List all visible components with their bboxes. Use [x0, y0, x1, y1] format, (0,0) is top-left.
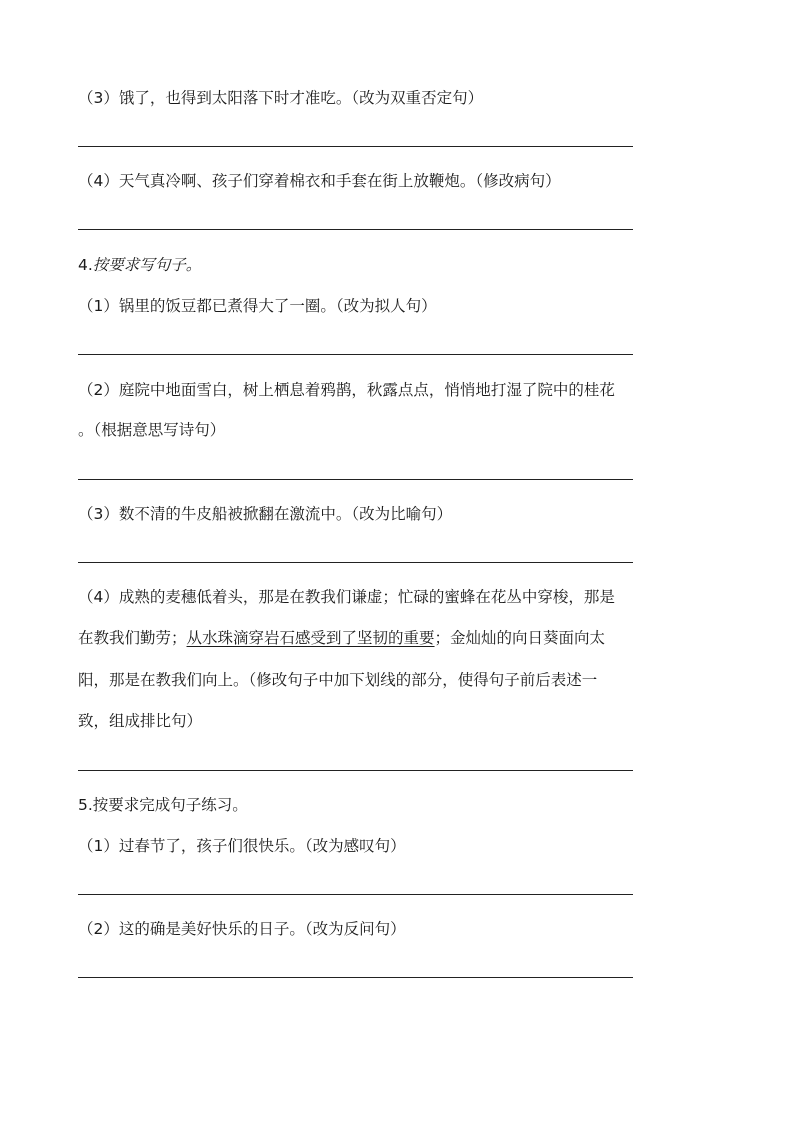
q4-1-prompt: （1）锅里的饭豆都已煮得大了一圈。（改为拟人句）	[78, 297, 437, 315]
q5-2-prompt: （2）这的确是美好快乐的日子。（改为反问句）	[78, 920, 406, 938]
q4-4-prompt-line3: 阳，那是在教我们向上。（修改句子中加下划线的部分，使得句子前后表述一	[78, 671, 598, 689]
q5-1-prompt: （1）过春节了，孩子们很快乐。（改为感叹句）	[78, 837, 406, 855]
answer-line[interactable]	[78, 770, 633, 771]
q4-2-prompt-line1: （2）庭院中地面雪白，树上栖息着鸦鹊，秋露点点，悄悄地打湿了院中的桂花	[78, 381, 615, 399]
q4-4-line2-post: ；金灿灿的向日葵面向太	[434, 629, 606, 647]
answer-line[interactable]	[78, 894, 633, 895]
answer-line[interactable]	[78, 977, 633, 978]
answer-line[interactable]	[78, 562, 633, 563]
answer-line[interactable]	[78, 146, 633, 147]
q3-4-prompt: （4）天气真冷啊、孩子们穿着棉衣和手套在街上放鞭炮。（修改病句）	[78, 172, 561, 190]
q3-3-prompt: （3）饿了，也得到太阳落下时才准吃。（改为双重否定句）	[78, 89, 484, 107]
answer-line[interactable]	[78, 354, 633, 355]
answer-line[interactable]	[78, 479, 633, 480]
q4-4-prompt-line4: 致，组成排比句）	[78, 712, 203, 730]
q4-2-prompt-line2: 。（根据意思写诗句）	[78, 421, 226, 439]
q4-4-underlined-phrase: 从水珠滴穿岩石感受到了坚韧的重要	[186, 629, 435, 647]
section4-title: 4.按要求写句子。	[78, 256, 202, 274]
q4-4-prompt-line1: （4）成熟的麦穗低着头，那是在教我们谦虚；忙碌的蜜蜂在花丛中穿梭，那是	[78, 588, 615, 606]
section4-title-text: 按要求写句子。	[92, 256, 202, 274]
answer-line[interactable]	[78, 229, 633, 230]
q4-4-line2-pre: 在教我们勤劳；	[78, 629, 187, 647]
q4-3-prompt: （3）数不清的牛皮船被掀翻在激流中。（改为比喻句）	[78, 505, 453, 523]
q4-4-prompt-line2	[78, 628, 758, 648]
section5-title: 5.按要求完成句子练习。	[78, 796, 248, 814]
